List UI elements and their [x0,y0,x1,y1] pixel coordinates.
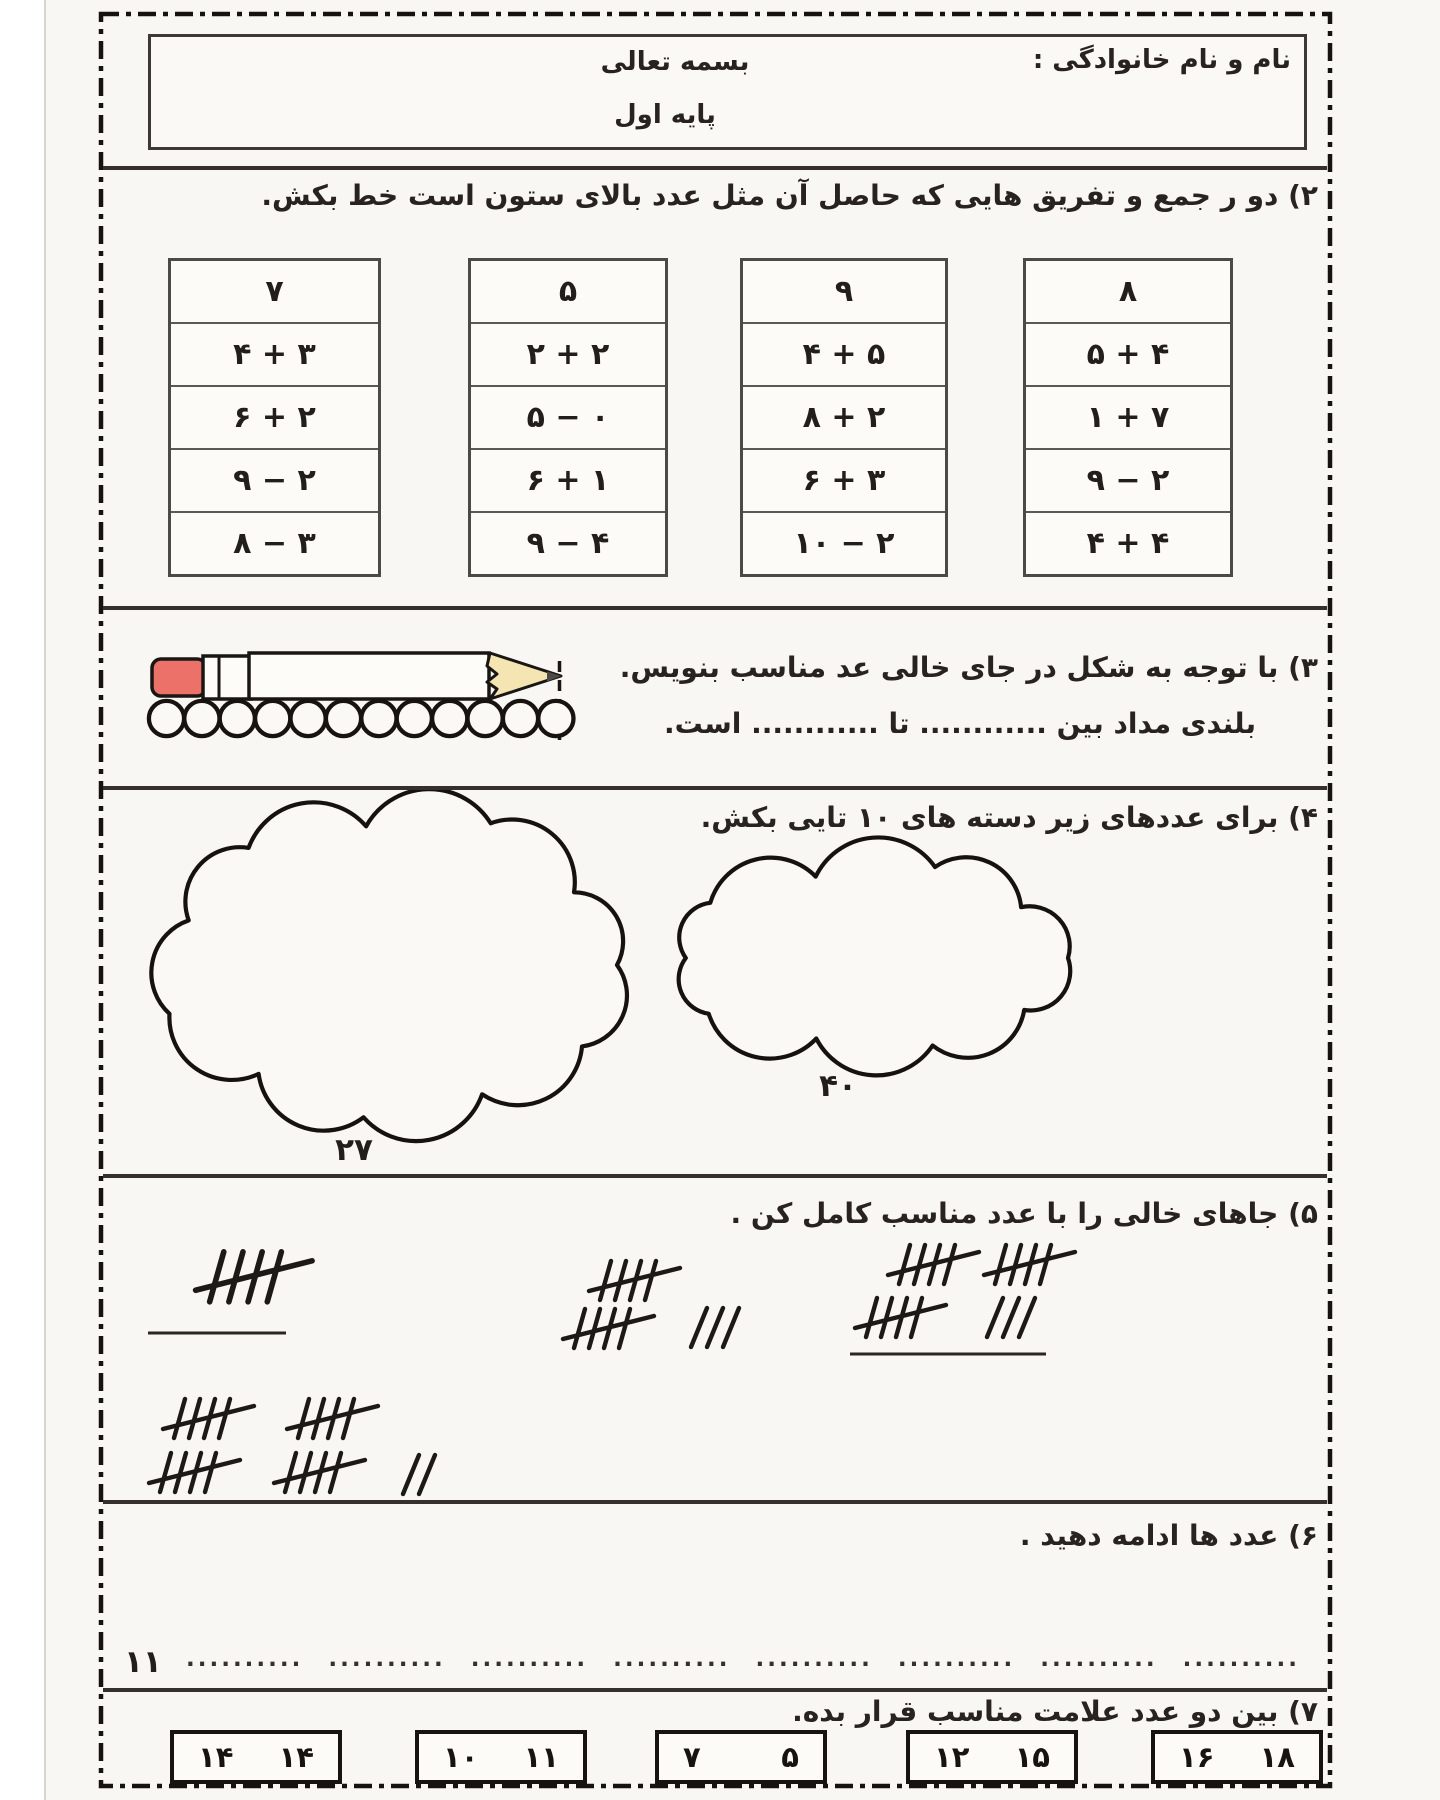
unit-circle [326,701,361,736]
bismillah-text: بسمه تعالی [600,47,750,77]
q6-blank: .......... [897,1646,1016,1672]
q7-number-right: ۱۵ [1014,1740,1050,1774]
grade-text: پایه اول [614,100,716,130]
q6-blank: .......... [1182,1646,1300,1672]
cloud-label-left: ۲۷ [335,1132,373,1168]
table-target-cell: ۵ [471,261,665,324]
divider-1 [103,166,1327,170]
q7-number-left: ۱۶ [1179,1740,1215,1774]
tally-slashes-3 [691,1308,739,1347]
table-expression-cell: ۸ + ۲ [743,387,945,450]
table-expression-cell: ۵ − ۰ [471,387,665,450]
tally-group-5 [274,1453,365,1492]
q2-table-4 [1023,258,1233,577]
divider-4 [103,1174,1327,1178]
q2-table-1 [168,258,381,577]
table-target-cell: ۸ [1026,261,1230,324]
unit-circle [538,701,573,736]
cloud-label-right: ۴۰ [819,1068,857,1104]
cloud-right [679,837,1071,1075]
table-expression-cell: ۴ + ۴ [1086,526,1170,561]
table-expression-cell: ۱ + ۷ [1026,387,1230,450]
pencil-body [249,653,489,699]
q7-compare-box-2 [415,1730,587,1784]
q7-compare-box-5 [1151,1730,1323,1784]
unit-circle [255,701,290,736]
q3-instruction: ۳) با توجه به شکل در جای خالی عد مناسب بنویس. [619,651,1318,684]
tally-group-5 [196,1252,312,1302]
table-expression-cell: ۵ + ۴ [1026,324,1230,387]
tally-group-5 [888,1245,979,1284]
q7-instruction: ۷) بین دو عدد علامت مناسب قرار بده. [792,1695,1318,1728]
grouping-clouds [151,789,1070,1141]
q2-table-2 [468,258,668,577]
pencil-eraser [152,659,206,696]
cloud-left [151,789,627,1141]
divider-3 [103,786,1327,790]
table-expression-cell: ۱۰ − ۲ [793,526,895,561]
divider-6 [103,1688,1327,1692]
tally-marks [148,1245,1075,1494]
tally-slashes-2 [403,1455,435,1494]
table-expression-cell: ۹ − ۲ [171,450,378,513]
divider-2 [103,606,1327,610]
table-expression-cell: ۶ + ۳ [743,450,945,513]
q6-start-number: ۱۱ [124,1644,162,1680]
tally-group-5 [163,1399,254,1438]
divider-5 [103,1500,1327,1504]
q2-instruction: ۲) دو ر جمع و تفریق هایی که حاصل آن مثل عدد بالای ستون است خط بکش. [261,179,1318,212]
q7-number-left: ۱۰ [443,1740,479,1774]
q4-instruction: ۴) برای عددهای زیر دسته های ۱۰ تایی بکش. [700,801,1318,834]
table-target-cell: ۹ [743,261,945,324]
q5-instruction: ۵) جاهای خالی را با عدد مناسب کامل کن . [730,1197,1318,1230]
tally-group-5 [287,1399,378,1438]
tally-group-5 [149,1453,240,1492]
q7-number-right: ۱۴ [278,1740,314,1774]
unit-circle [291,701,326,736]
table-expression-cell: ۴ + ۳ [171,324,378,387]
q7-number-left: ۷ [683,1740,701,1774]
q7-compare-box-3 [655,1730,827,1784]
table-expression-cell: ۹ − ۴ [526,526,610,561]
table-expression-cell: ۴ + ۵ [743,324,945,387]
tally-slashes-3 [987,1298,1035,1337]
q7-number-right: ۱۸ [1259,1740,1295,1774]
table-expression-cell: ۹ − ۲ [1026,450,1230,513]
q7-number-right: ۵ [781,1740,799,1774]
q7-number-left: ۱۲ [934,1740,970,1774]
q6-blank-row [186,1646,1300,1672]
unit-circle [149,701,184,736]
tally-group-5 [855,1298,946,1337]
q6-blank: .......... [470,1646,589,1672]
unit-circle [184,701,219,736]
table-expression-cell: ۸ − ۳ [233,526,316,561]
q6-blank: .......... [328,1646,446,1672]
q3-fill-in-sentence: بلندی مداد بین ............ تا ............ است. [663,707,1256,740]
pencil-ferrule [203,656,251,699]
table-expression-cell: ۲ + ۲ [471,324,665,387]
tally-group-5 [984,1245,1075,1284]
tally-group-5 [563,1309,654,1348]
unit-circle [220,701,255,736]
name-label: نام و نام خانوادگی : [1032,45,1291,75]
q6-instruction: ۶) عدد ها ادامه دهید . [1019,1519,1318,1552]
unit-circles-row [149,701,574,736]
unit-circle [397,701,432,736]
q6-blank: .......... [755,1646,873,1672]
unit-circle [361,701,396,736]
table-expression-cell: ۶ + ۲ [171,387,378,450]
q7-compare-box-1 [170,1730,342,1784]
q6-blank: .......... [1040,1646,1158,1672]
unit-circle [468,701,503,736]
q2-table-3 [740,258,948,577]
table-target-cell: ۷ [171,261,378,324]
q7-number-left: ۱۴ [198,1740,234,1774]
unit-circle [503,701,538,736]
unit-circle [432,701,467,736]
q7-compare-box-4 [906,1730,1078,1784]
q7-number-right: ۱۱ [523,1740,559,1774]
q6-blank: .......... [613,1646,731,1672]
q6-blank: .......... [186,1646,304,1672]
table-expression-cell: ۶ + ۱ [471,450,665,513]
tally-group-5 [589,1261,680,1300]
